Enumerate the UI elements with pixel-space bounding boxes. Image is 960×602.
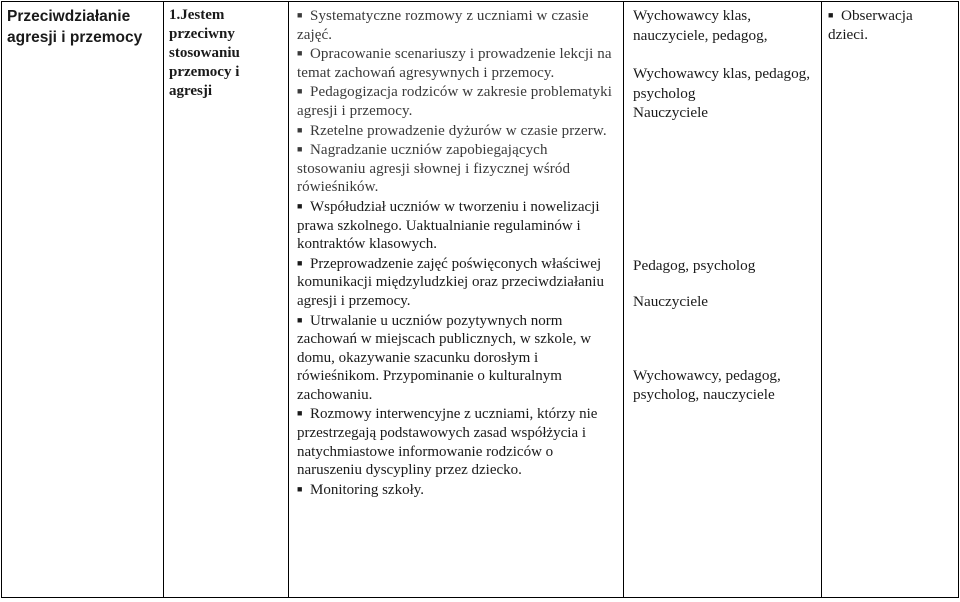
task-text: Opracowanie scenariuszy i prowadzenie lekcji na temat zachowań agresywnych i przemocy. [297, 46, 612, 81]
spacer [633, 275, 816, 292]
task-item [297, 311, 618, 405]
responsible-entry: Wychowawcy klas, pedagog, psycholog [633, 65, 811, 102]
goal-cell [164, 2, 289, 598]
task-item [297, 6, 618, 44]
evaluation-text: Obserwacja dzieci. [828, 7, 913, 43]
task-text: Rzetelne prowadzenie dyżurów w czasie przerw. [310, 122, 607, 139]
square-bullet-icon: ■ [297, 144, 303, 155]
square-bullet-icon: ■ [297, 48, 303, 59]
task-text: Systematyczne rozmowy z uczniami w czasie zajęć. [297, 8, 589, 43]
task-text: Utrwalanie u uczniów pozytywnych norm zachowań w miejscach publicznych, w szkole, w domu, okazywanie szacunku dorosłym i rówieśnikom. Przypominanie o kulturalnym zachowaniu. [297, 312, 592, 403]
spacer [633, 312, 816, 366]
square-bullet-icon: ■ [828, 10, 834, 20]
square-bullet-icon: ■ [297, 10, 303, 20]
task-item [297, 140, 618, 197]
responsible-entry: Nauczyciele [633, 293, 709, 310]
task-text: Rozmowy interwencyjne z uczniami, którzy nie przestrzegają podstawowych zasad współżycia i natychmiastowe informowanie rodziców o naruszeniu dyscypliny przez dziecko. [297, 406, 598, 479]
area-cell [2, 2, 164, 598]
task-item [297, 44, 618, 82]
task-item [297, 480, 618, 500]
square-bullet-icon: ■ [297, 257, 303, 268]
spacer [633, 45, 816, 64]
responsible-entry: Nauczyciele [633, 104, 709, 121]
task-text: Monitoring szkoły. [310, 481, 425, 498]
task-text: Pedagogizacja rodziców w zakresie problematyki agresji i przemocy. [297, 84, 612, 119]
task-text: Nagradzanie uczniów zapobiegających stosowaniu agresji słownej i fizycznej wśród rówieśników. [297, 142, 571, 196]
tasks-cell [289, 2, 624, 598]
area-title: Przeciwdziałanie agresji i przemocy [7, 8, 143, 46]
square-bullet-icon: ■ [297, 408, 303, 419]
tasks-list [297, 6, 618, 499]
square-bullet-icon: ■ [297, 483, 303, 494]
task-item [297, 121, 618, 141]
responsible-cell [624, 2, 822, 598]
evaluation-cell [822, 2, 959, 598]
task-item [297, 197, 618, 254]
task-item [297, 254, 618, 311]
square-bullet-icon: ■ [297, 314, 303, 325]
task-item [297, 404, 618, 479]
program-table [1, 1, 959, 598]
square-bullet-icon: ■ [297, 124, 303, 135]
spacer [633, 123, 816, 256]
task-item [297, 82, 618, 120]
table-row [2, 2, 959, 598]
responsible-entry: Pedagog, psycholog [633, 256, 756, 274]
evaluation-item [828, 6, 953, 44]
responsible-entry: Wychowawcy klas, nauczyciele, pedagog, [633, 7, 768, 44]
goal-text: 1.Jestem przeciwny stosowaniu przemocy i agresji [169, 7, 240, 99]
square-bullet-icon: ■ [297, 86, 303, 97]
task-text: Przeprowadzenie zajęć poświęconych właściwej komunikacji międzyludzkiej oraz przeciwdziałaniu agresji i przemocy. [297, 255, 604, 309]
task-text: Współudział uczniów w tworzeniu i nowelizacji prawa szkolnego. Uaktualnianie regulaminów i kontraktów klasowych. [297, 198, 600, 253]
square-bullet-icon: ■ [297, 200, 303, 211]
responsible-entry: Wychowawcy, pedagog, psycholog, nauczyciele [633, 366, 781, 403]
